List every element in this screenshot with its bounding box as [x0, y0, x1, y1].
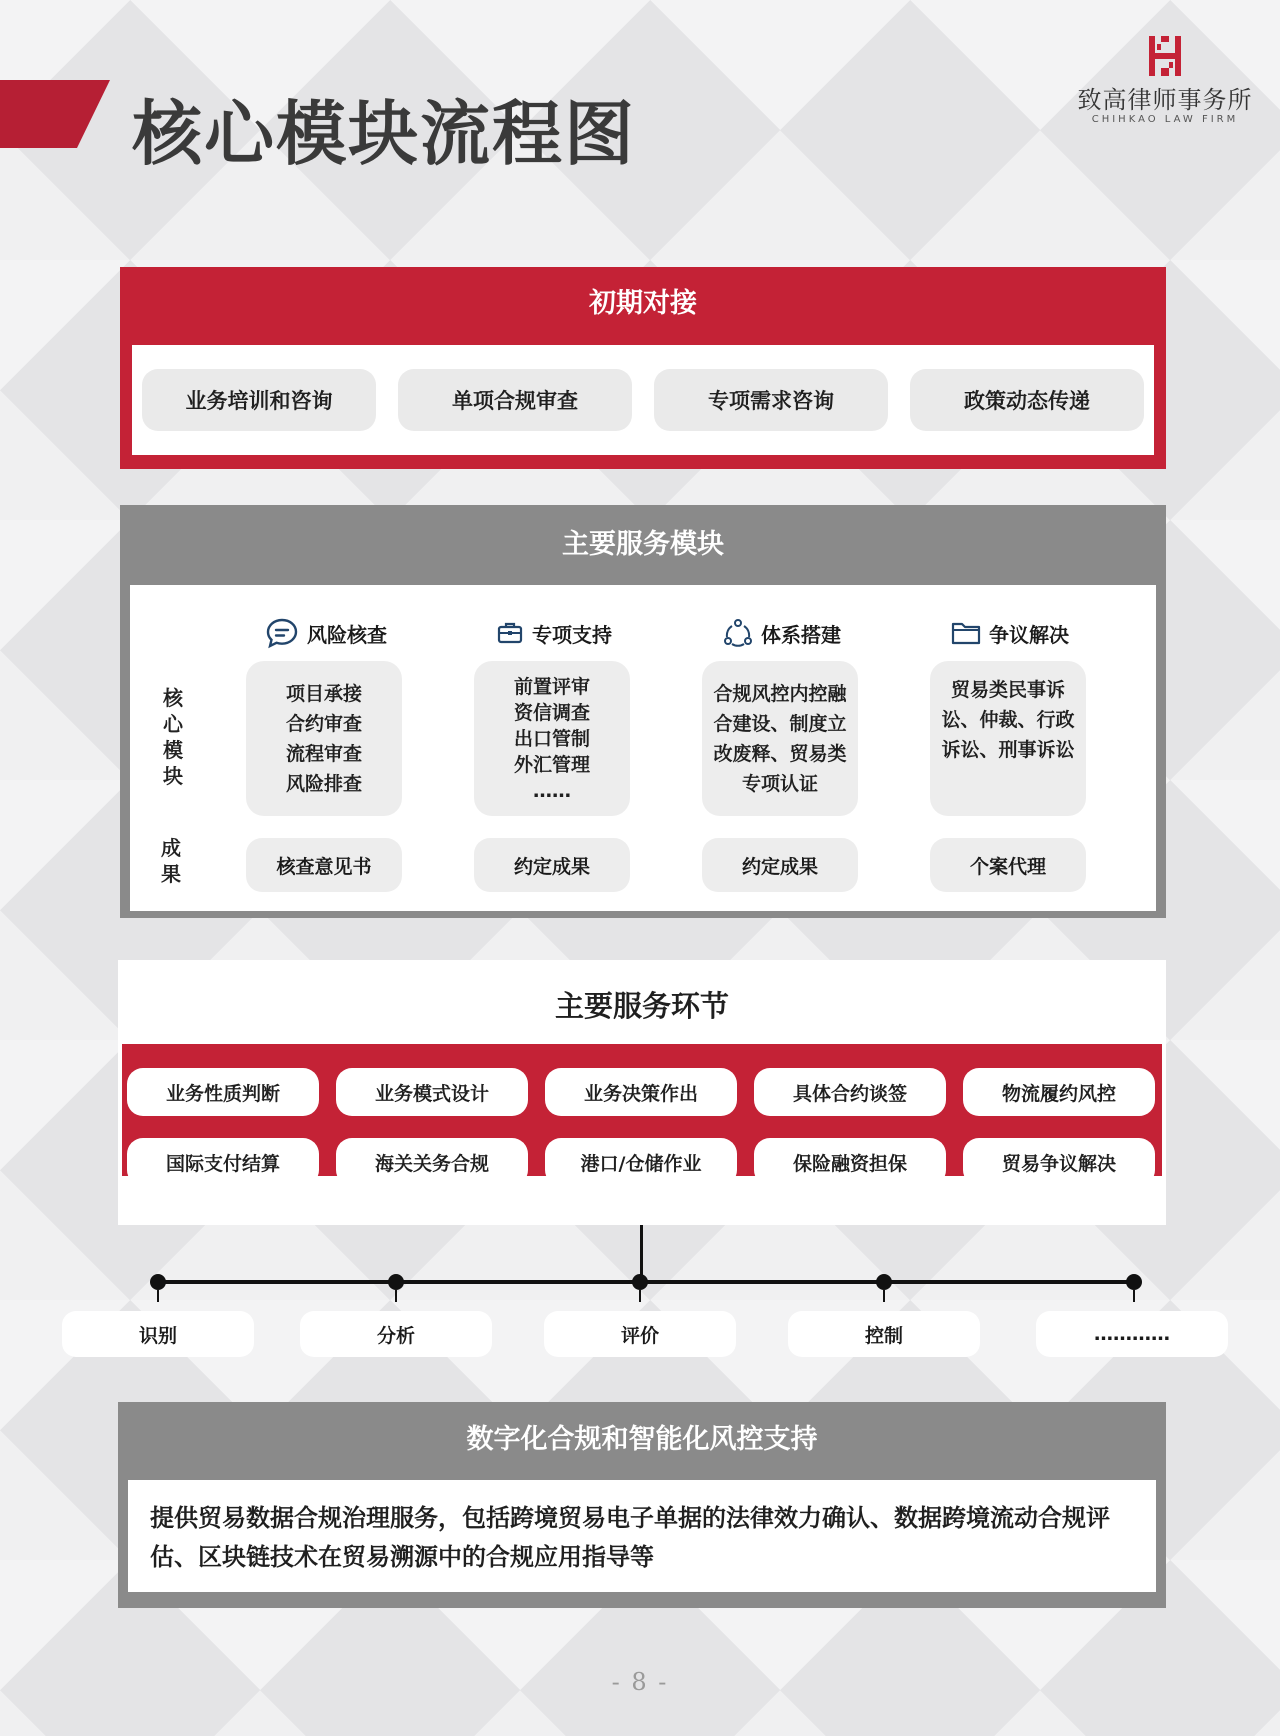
module-line: 专项认证 [741, 772, 818, 795]
module-title: 风险核查 [307, 622, 387, 647]
service-link-item: 港口/仓储作业 [545, 1138, 737, 1186]
service-links-title: 主要服务环节 [554, 989, 729, 1023]
service-link-item: 国际支付结算 [127, 1138, 319, 1186]
briefcase-icon [496, 620, 524, 646]
service-links-section [118, 960, 1166, 1225]
module-line: 资信调查 [513, 701, 590, 724]
module-content [930, 661, 1086, 816]
page-number: - 8 - [611, 1668, 669, 1696]
module-line: …… [533, 779, 571, 802]
timeline-step: ………… [1036, 1311, 1228, 1357]
timeline-dot [1126, 1274, 1142, 1290]
chat-bubble-icon [265, 617, 299, 649]
timeline-stem [395, 1290, 397, 1302]
service-link-item: 海关关务合规 [336, 1138, 528, 1186]
module-line: 外汇管理 [513, 753, 590, 776]
timeline-step: 控制 [788, 1311, 980, 1357]
module-column-system-building [702, 615, 862, 892]
module-content [702, 661, 858, 816]
timeline-step: 识别 [62, 1311, 254, 1357]
service-modules-title: 主要服务模块 [562, 529, 724, 560]
digital-compliance-section [118, 1402, 1166, 1608]
module-content [246, 661, 402, 816]
timeline-stem [639, 1290, 641, 1302]
module-line: 讼、仲裁、行政 [941, 709, 1075, 731]
service-modules-body [130, 585, 1156, 911]
digital-compliance-title: 数字化合规和智能化风控支持 [466, 1424, 818, 1455]
module-line: 贸易类民事诉 [950, 679, 1065, 701]
firm-logo [1070, 34, 1260, 125]
module-title: 争议解决 [989, 622, 1069, 647]
module-header [930, 615, 1090, 651]
row-label-results: 成 果 [161, 836, 181, 886]
initial-contact-section [120, 267, 1166, 469]
timeline-step: 评价 [544, 1311, 736, 1357]
module-header [474, 615, 634, 651]
module-line: 项目承接 [285, 682, 362, 705]
initial-item: 政策动态传递 [910, 369, 1144, 431]
initial-item: 业务培训和咨询 [142, 369, 376, 431]
module-result: 核查意见书 [246, 838, 402, 892]
row-label-core-modules: 核 心 模 块 [163, 686, 183, 788]
timeline-step: 分析 [300, 1311, 492, 1357]
service-modules-section [120, 505, 1166, 918]
module-column-risk-check [246, 615, 406, 892]
module-line: 流程审查 [285, 742, 362, 765]
timeline-stem [883, 1290, 885, 1302]
timeline-connector [640, 1225, 643, 1281]
module-line: 前置评审 [513, 675, 590, 698]
module-line: 诉讼、刑事诉讼 [941, 739, 1075, 761]
module-line: 合规风控内控融 [713, 682, 847, 705]
initial-item: 单项合规审查 [398, 369, 632, 431]
service-links-grid [122, 1044, 1162, 1176]
network-icon [723, 618, 753, 648]
timeline-stem [1133, 1290, 1135, 1302]
digital-compliance-text: 提供贸易数据合规治理服务，包括跨境贸易电子单据的法律效力确认、数据跨境流动合规评估、区块链技术在贸易溯源中的合规应用指导等 [128, 1480, 1156, 1592]
service-link-item: 业务性质判断 [127, 1068, 319, 1116]
service-link-item: 业务决策作出 [545, 1068, 737, 1116]
service-link-item: 物流履约风控 [963, 1068, 1155, 1116]
module-result: 约定成果 [474, 838, 630, 892]
page-title: 核心模块流程图 [132, 92, 636, 175]
module-title: 专项支持 [532, 622, 612, 647]
module-column-dispute-resolution [930, 615, 1090, 892]
initial-item: 专项需求咨询 [654, 369, 888, 431]
timeline-stem [157, 1290, 159, 1302]
initial-contact-items [132, 345, 1154, 455]
module-line: 风险排查 [285, 772, 362, 795]
module-result: 个案代理 [930, 838, 1086, 892]
timeline-dot [632, 1274, 648, 1290]
service-link-item: 业务模式设计 [336, 1068, 528, 1116]
initial-contact-title: 初期对接 [589, 288, 697, 319]
service-link-item: 保险融资担保 [754, 1138, 946, 1186]
firm-logo-mark-icon [1145, 34, 1185, 78]
folder-icon [951, 620, 981, 646]
module-line: 合约审查 [285, 712, 362, 735]
title-accent-bar [0, 80, 110, 148]
service-link-item: 具体合约谈签 [754, 1068, 946, 1116]
logo-name-en: CHIHKAO LAW FIRM [1091, 114, 1239, 125]
timeline-dot [150, 1274, 166, 1290]
module-header [702, 615, 862, 651]
module-column-special-support [474, 615, 634, 892]
module-line: 改废释、贸易类 [713, 742, 847, 765]
module-result: 约定成果 [702, 838, 858, 892]
timeline-dot [388, 1274, 404, 1290]
module-line: 出口管制 [513, 727, 590, 750]
logo-name-cn: 致高律师事务所 [1077, 86, 1253, 114]
process-timeline [0, 1225, 1280, 1365]
module-line: 合建设、制度立 [713, 712, 847, 735]
module-content [474, 661, 630, 816]
module-header [246, 615, 406, 651]
module-title: 体系搭建 [761, 622, 841, 647]
timeline-dot [876, 1274, 892, 1290]
service-link-item: 贸易争议解决 [963, 1138, 1155, 1186]
